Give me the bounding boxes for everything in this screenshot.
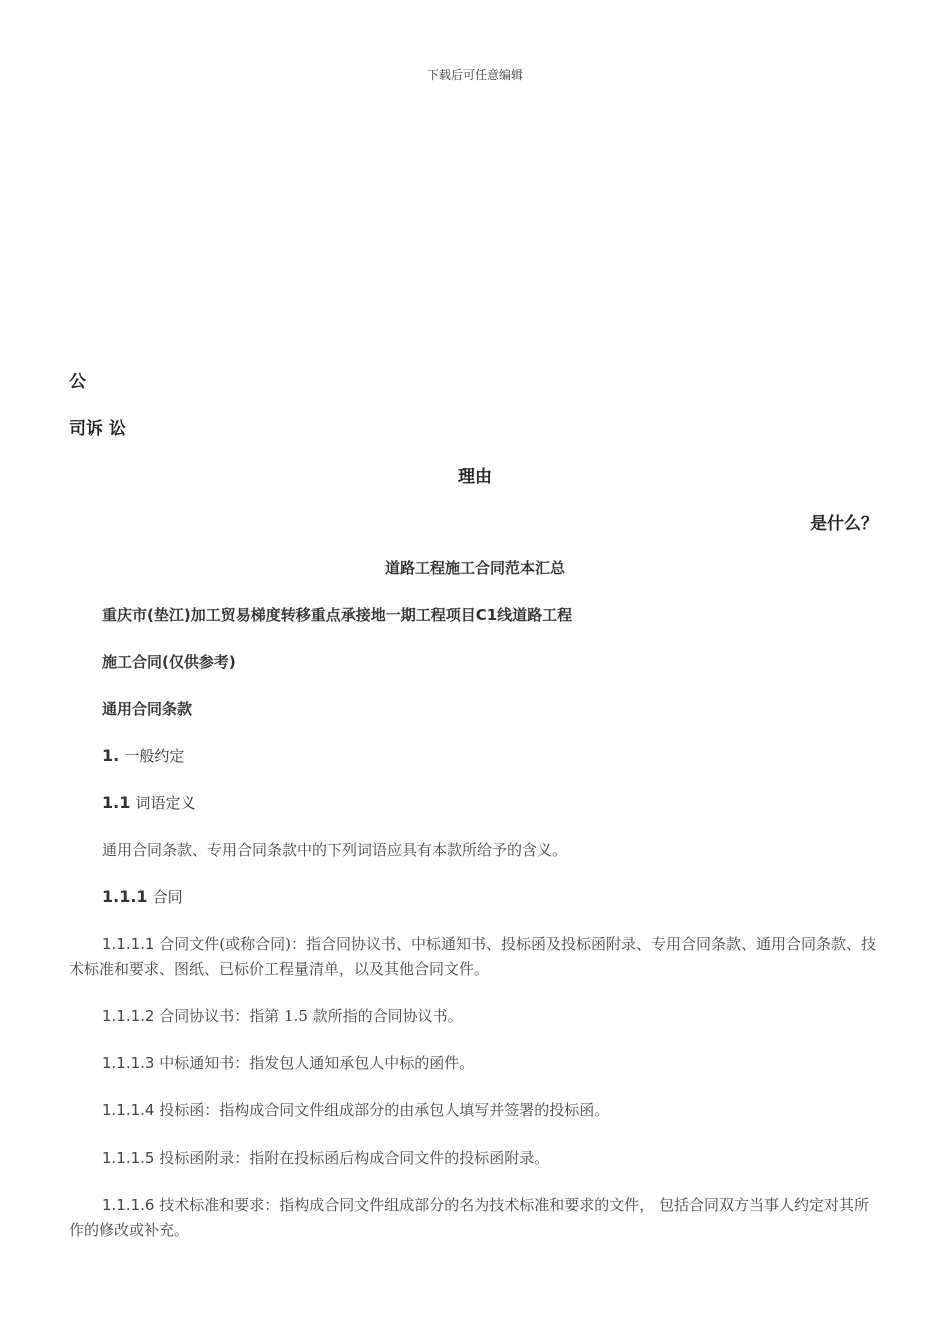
clause-item (69, 1098, 879, 1123)
clause-item (69, 1004, 879, 1029)
doc-title: 道路工程施工合同范本汇总 (384, 559, 565, 577)
clause-text: 合同协议书：指第 1.5 款所指的合同协议书。 (159, 1007, 463, 1025)
clause-text: 中标通知书：指发包人通知承包人中标的函件。 (159, 1054, 475, 1072)
clause-item (69, 932, 879, 982)
clause-item (69, 1146, 879, 1171)
clause-number: 1.1.1.3 (102, 1054, 155, 1072)
clause-item (69, 1193, 879, 1243)
heading-1-1-1-text: 合同 (152, 888, 183, 906)
heading-1-1-1-number: 1.1.1 (102, 887, 148, 906)
clause-number: 1.1.1.5 (102, 1149, 155, 1167)
clause-item (69, 1051, 879, 1076)
intro-paragraph: 通用合同条款、专用合同条款中的下列词语应具有本款所给予的含义。 (102, 841, 568, 859)
heading-1-1-number: 1.1 (102, 793, 131, 812)
clause-number: 1.1.1.1 (102, 935, 155, 953)
fragment-gong: 公 (69, 372, 86, 392)
fragment-shishenme: 是什么？ (810, 514, 878, 534)
fragment-sisong: 司诉 讼 (69, 419, 126, 439)
clause-text: 投标函附录：指附在投标函后构成合同文件的投标函附录。 (159, 1149, 550, 1167)
clause-number: 1.1.1.6 (102, 1196, 155, 1214)
header-note: 下载后可任意编辑 (426, 68, 523, 82)
section-general: 通用合同条款 (102, 700, 193, 718)
project-line-2: 施工合同(仅供参考) (102, 653, 236, 671)
heading-1-1-1 (102, 886, 183, 907)
heading-1-number: 1. (102, 746, 120, 765)
fragment-liyou: 理由 (458, 467, 492, 487)
heading-1 (102, 745, 184, 766)
heading-1-1-text: 词语定义 (135, 794, 196, 812)
clause-text: 技术标准和要求：指构成合同文件组成部分的名为技术标准和要求的文件， 包括合同双方当事人约定对其所作的修改或补充。 (69, 1196, 870, 1239)
heading-1-text: 一般约定 (124, 747, 185, 765)
clause-text: 合同文件(或称合同)：指合同协议书、中标通知书、投标函及投标函附录、专用合同条款、通用合同条款、技术标准和要求、图纸、已标价工程量清单，以及其他合同文件。 (69, 935, 876, 978)
clause-number: 1.1.1.2 (102, 1007, 155, 1025)
clause-text: 投标函：指构成合同文件组成部分的由承包人填写并签署的投标函。 (159, 1101, 610, 1119)
project-line-1: 重庆市(垫江)加工贸易梯度转移重点承接地一期工程项目C1线道路工程 (102, 606, 573, 624)
heading-1-1 (102, 792, 195, 813)
clause-number: 1.1.1.4 (102, 1101, 155, 1119)
